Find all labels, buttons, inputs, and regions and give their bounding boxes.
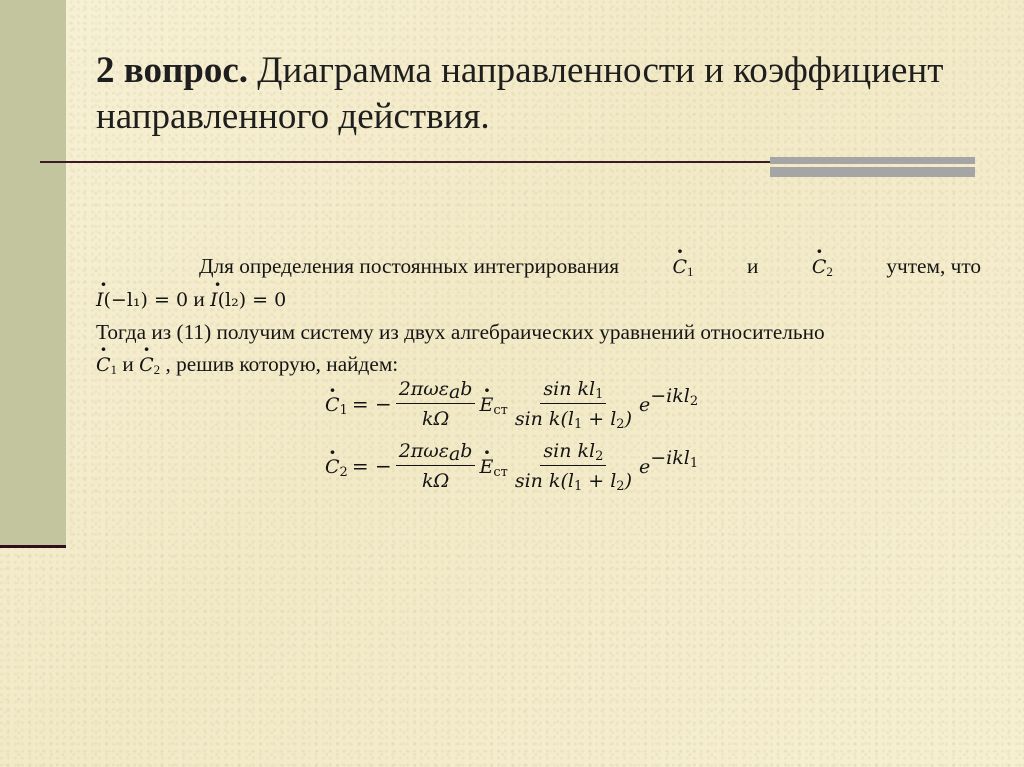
eq2-exponent: $e^{-ikl_1}$ — [639, 446, 699, 478]
eq1-field: · $E_{ст}$ — [479, 392, 507, 416]
equation-c1 — [325, 375, 698, 432]
side-decor-bar-base — [0, 545, 66, 548]
c2-symbol-2: · $C_2$ — [139, 352, 160, 376]
eq1-lhs: · $C_1$ — [325, 392, 348, 416]
eq2-coefficient-fraction: $\frac{2\pi\omega\varepsilon_ab}{k\Omega}$ — [396, 437, 476, 494]
slide-title — [96, 48, 996, 140]
text-line-2 — [96, 283, 981, 316]
eq2-field: · $E_{ст}$ — [479, 454, 507, 478]
text-line-1-and: и — [747, 254, 759, 278]
c2-symbol: · $C_2$ — [812, 250, 833, 283]
c1-symbol: · $C_1$ — [673, 250, 694, 283]
side-decor-bar — [0, 0, 66, 547]
eq1-coefficient-fraction: $\frac{2\pi\omega\varepsilon_ab}{k\Omega}$ — [396, 375, 476, 432]
eq1-sine-fraction: $\frac{\sin kl_1}{\sin k(l_1 + l_2)}$ — [512, 375, 635, 432]
title-text: Диаграмма направленности и коэффициент направленного действия. — [96, 50, 944, 137]
eq1-exponent: $e^{-ikl_2}$ — [639, 384, 699, 416]
text-line-1-start: Для определения постоянных интегрирования — [199, 254, 620, 278]
boundary-condition-2: · I(l₂) = 0 — [210, 289, 286, 311]
c1-symbol-2: · $C_1$ — [96, 352, 117, 376]
text-line-3: Тогда из (11) получим систему из двух алгебраических уравнений относительно — [96, 320, 825, 344]
text-line-1 — [96, 250, 981, 283]
body-text — [96, 250, 981, 381]
text-line-2-and: и — [193, 287, 205, 311]
title-question-number: 2 вопрос. — [96, 50, 249, 91]
text-line-4-and: и — [122, 352, 134, 376]
eq2-sine-fraction: $\frac{\sin kl_2}{\sin k(l_1 + l_2)}$ — [512, 437, 635, 494]
eq2-lhs: · $C_2$ — [325, 454, 348, 478]
text-line-1-end: учтем, что — [886, 254, 981, 278]
title-accent-bars — [770, 157, 975, 177]
eq1-equals: = − — [351, 391, 392, 416]
equation-c2 — [325, 437, 698, 494]
boundary-condition-1: · I(−l₁) = 0 — [96, 289, 188, 311]
text-line-4-end: , решив которую, найдем: — [165, 352, 399, 376]
eq2-equals: = − — [351, 453, 392, 478]
